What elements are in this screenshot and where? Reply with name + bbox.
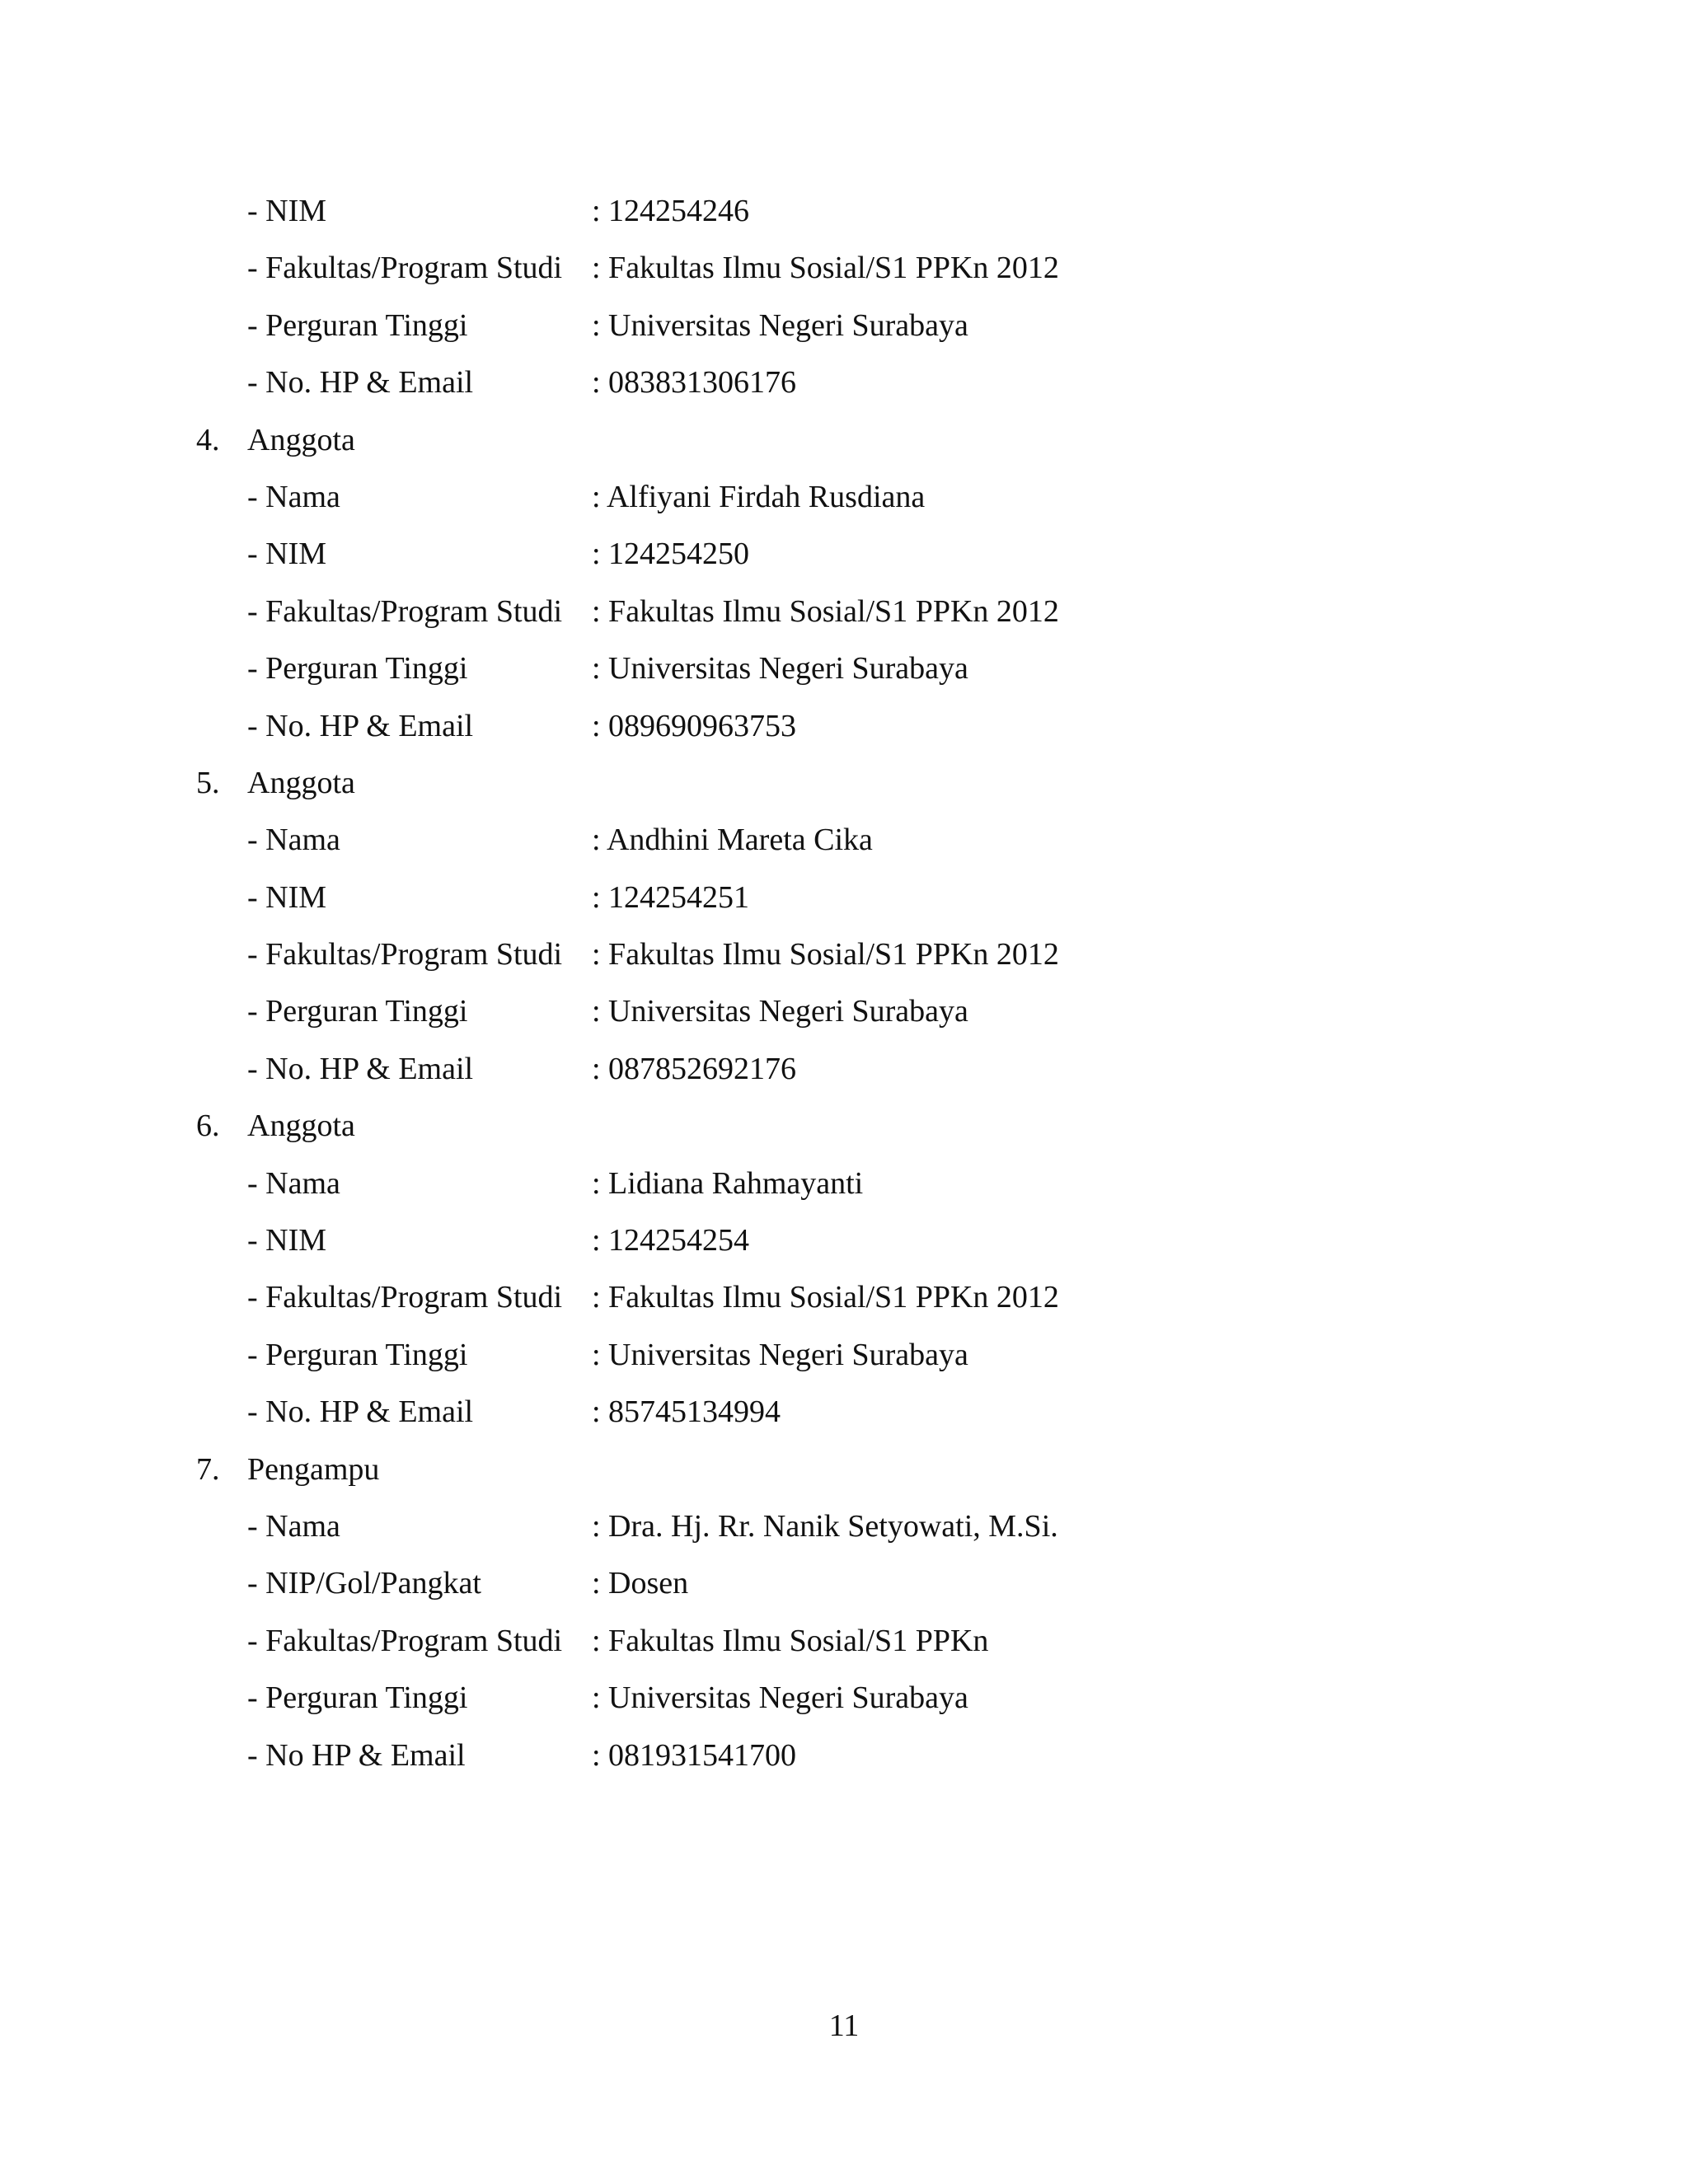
field-label: - Fakultas/Program Studi <box>247 1623 563 1658</box>
field-value: : 85745134994 <box>592 1394 781 1430</box>
field-row <box>0 183 1688 240</box>
field-label: - Nama <box>247 1508 340 1544</box>
field-label: - Perguran Tinggi <box>247 994 468 1029</box>
field-row <box>0 1727 1688 1784</box>
field-row <box>0 1613 1688 1670</box>
field-value: : 087852692176 <box>592 1051 797 1086</box>
field-value: : 124254251 <box>592 879 750 915</box>
field-row <box>0 354 1688 411</box>
section-heading <box>0 1098 1688 1155</box>
field-value: : 124254246 <box>592 194 750 228</box>
field-row <box>0 926 1688 983</box>
field-label: - No. HP & Email <box>247 708 474 743</box>
field-value: : Fakultas Ilmu Sosial/S1 PPKn 2012 <box>592 937 1059 972</box>
field-value: : Dra. Hj. Rr. Nanik Setyowati, M.Si. <box>592 1508 1058 1544</box>
field-value: : Fakultas Ilmu Sosial/S1 PPKn 2012 <box>592 593 1059 629</box>
field-row <box>0 240 1688 297</box>
field-value: : 124254254 <box>592 1223 750 1258</box>
field-label: - Nama <box>247 1165 340 1201</box>
field-row <box>0 1327 1688 1384</box>
field-value: : Universitas Negeri Surabaya <box>592 651 968 687</box>
field-value: : Fakultas Ilmu Sosial/S1 PPKn <box>592 1623 989 1658</box>
field-label: - No. HP & Email <box>247 365 474 401</box>
field-value: : Lidiana Rahmayanti <box>592 1165 864 1201</box>
field-label: - Nama <box>247 823 340 858</box>
section-title: Anggota <box>247 422 355 457</box>
field-value: : Universitas Negeri Surabaya <box>592 1680 968 1716</box>
page-number: 11 <box>828 2008 860 2043</box>
field-label: - Perguran Tinggi <box>247 651 468 687</box>
section-number: 5. <box>196 765 220 800</box>
field-row <box>0 1155 1688 1212</box>
field-label: - NIM <box>247 194 327 228</box>
field-label: - Fakultas/Program Studi <box>247 251 563 286</box>
field-row <box>0 1384 1688 1441</box>
field-row <box>0 583 1688 640</box>
field-label: - Fakultas/Program Studi <box>247 1280 563 1315</box>
field-row <box>0 698 1688 755</box>
field-row <box>0 1555 1688 1612</box>
section-title: Anggota <box>247 1108 355 1144</box>
field-row <box>0 298 1688 354</box>
field-value: : 083831306176 <box>592 365 797 401</box>
field-value: : Dosen <box>592 1566 689 1601</box>
field-value: : 124254250 <box>592 537 750 572</box>
field-label: - No. HP & Email <box>247 1394 474 1430</box>
field-label: - NIM <box>247 537 327 572</box>
member-list <box>0 183 1688 1784</box>
field-row <box>0 469 1688 526</box>
field-label: - Perguran Tinggi <box>247 307 468 343</box>
field-label: - Perguran Tinggi <box>247 1680 468 1716</box>
section-title: Anggota <box>247 765 355 800</box>
field-value: : Universitas Negeri Surabaya <box>592 307 968 343</box>
field-value: : Fakultas Ilmu Sosial/S1 PPKn 2012 <box>592 1280 1059 1315</box>
field-label: - NIM <box>247 1223 327 1258</box>
field-row <box>0 640 1688 697</box>
section-number: 6. <box>196 1108 220 1144</box>
field-value: : Alfiyani Firdah Rusdiana <box>592 479 926 514</box>
field-value: : Universitas Negeri Surabaya <box>592 1337 968 1372</box>
section-heading <box>0 1441 1688 1498</box>
field-value: : Universitas Negeri Surabaya <box>592 994 968 1029</box>
field-value: : Andhini Mareta Cika <box>592 823 873 858</box>
field-row <box>0 1212 1688 1269</box>
field-row <box>0 1498 1688 1555</box>
field-row <box>0 812 1688 869</box>
section-title: Pengampu <box>247 1451 380 1487</box>
field-label: - NIP/Gol/Pangkat <box>247 1566 481 1601</box>
field-row <box>0 1670 1688 1727</box>
section-heading <box>0 755 1688 812</box>
field-row <box>0 1269 1688 1326</box>
field-row <box>0 869 1688 926</box>
field-row <box>0 1041 1688 1098</box>
field-label: - Fakultas/Program Studi <box>247 593 563 629</box>
section-number: 4. <box>196 422 220 457</box>
field-label: - Nama <box>247 479 340 514</box>
field-value: : Fakultas Ilmu Sosial/S1 PPKn 2012 <box>592 251 1059 286</box>
field-value: : 089690963753 <box>592 708 797 743</box>
field-label: - No. HP & Email <box>247 1051 474 1086</box>
section-number: 7. <box>196 1451 220 1487</box>
field-row <box>0 526 1688 583</box>
field-row <box>0 983 1688 1040</box>
field-value: : 081931541700 <box>592 1737 797 1773</box>
field-label: - No HP & Email <box>247 1737 466 1773</box>
field-label: - Fakultas/Program Studi <box>247 937 563 972</box>
field-label: - Perguran Tinggi <box>247 1337 468 1372</box>
section-heading <box>0 412 1688 469</box>
field-label: - NIM <box>247 879 327 915</box>
